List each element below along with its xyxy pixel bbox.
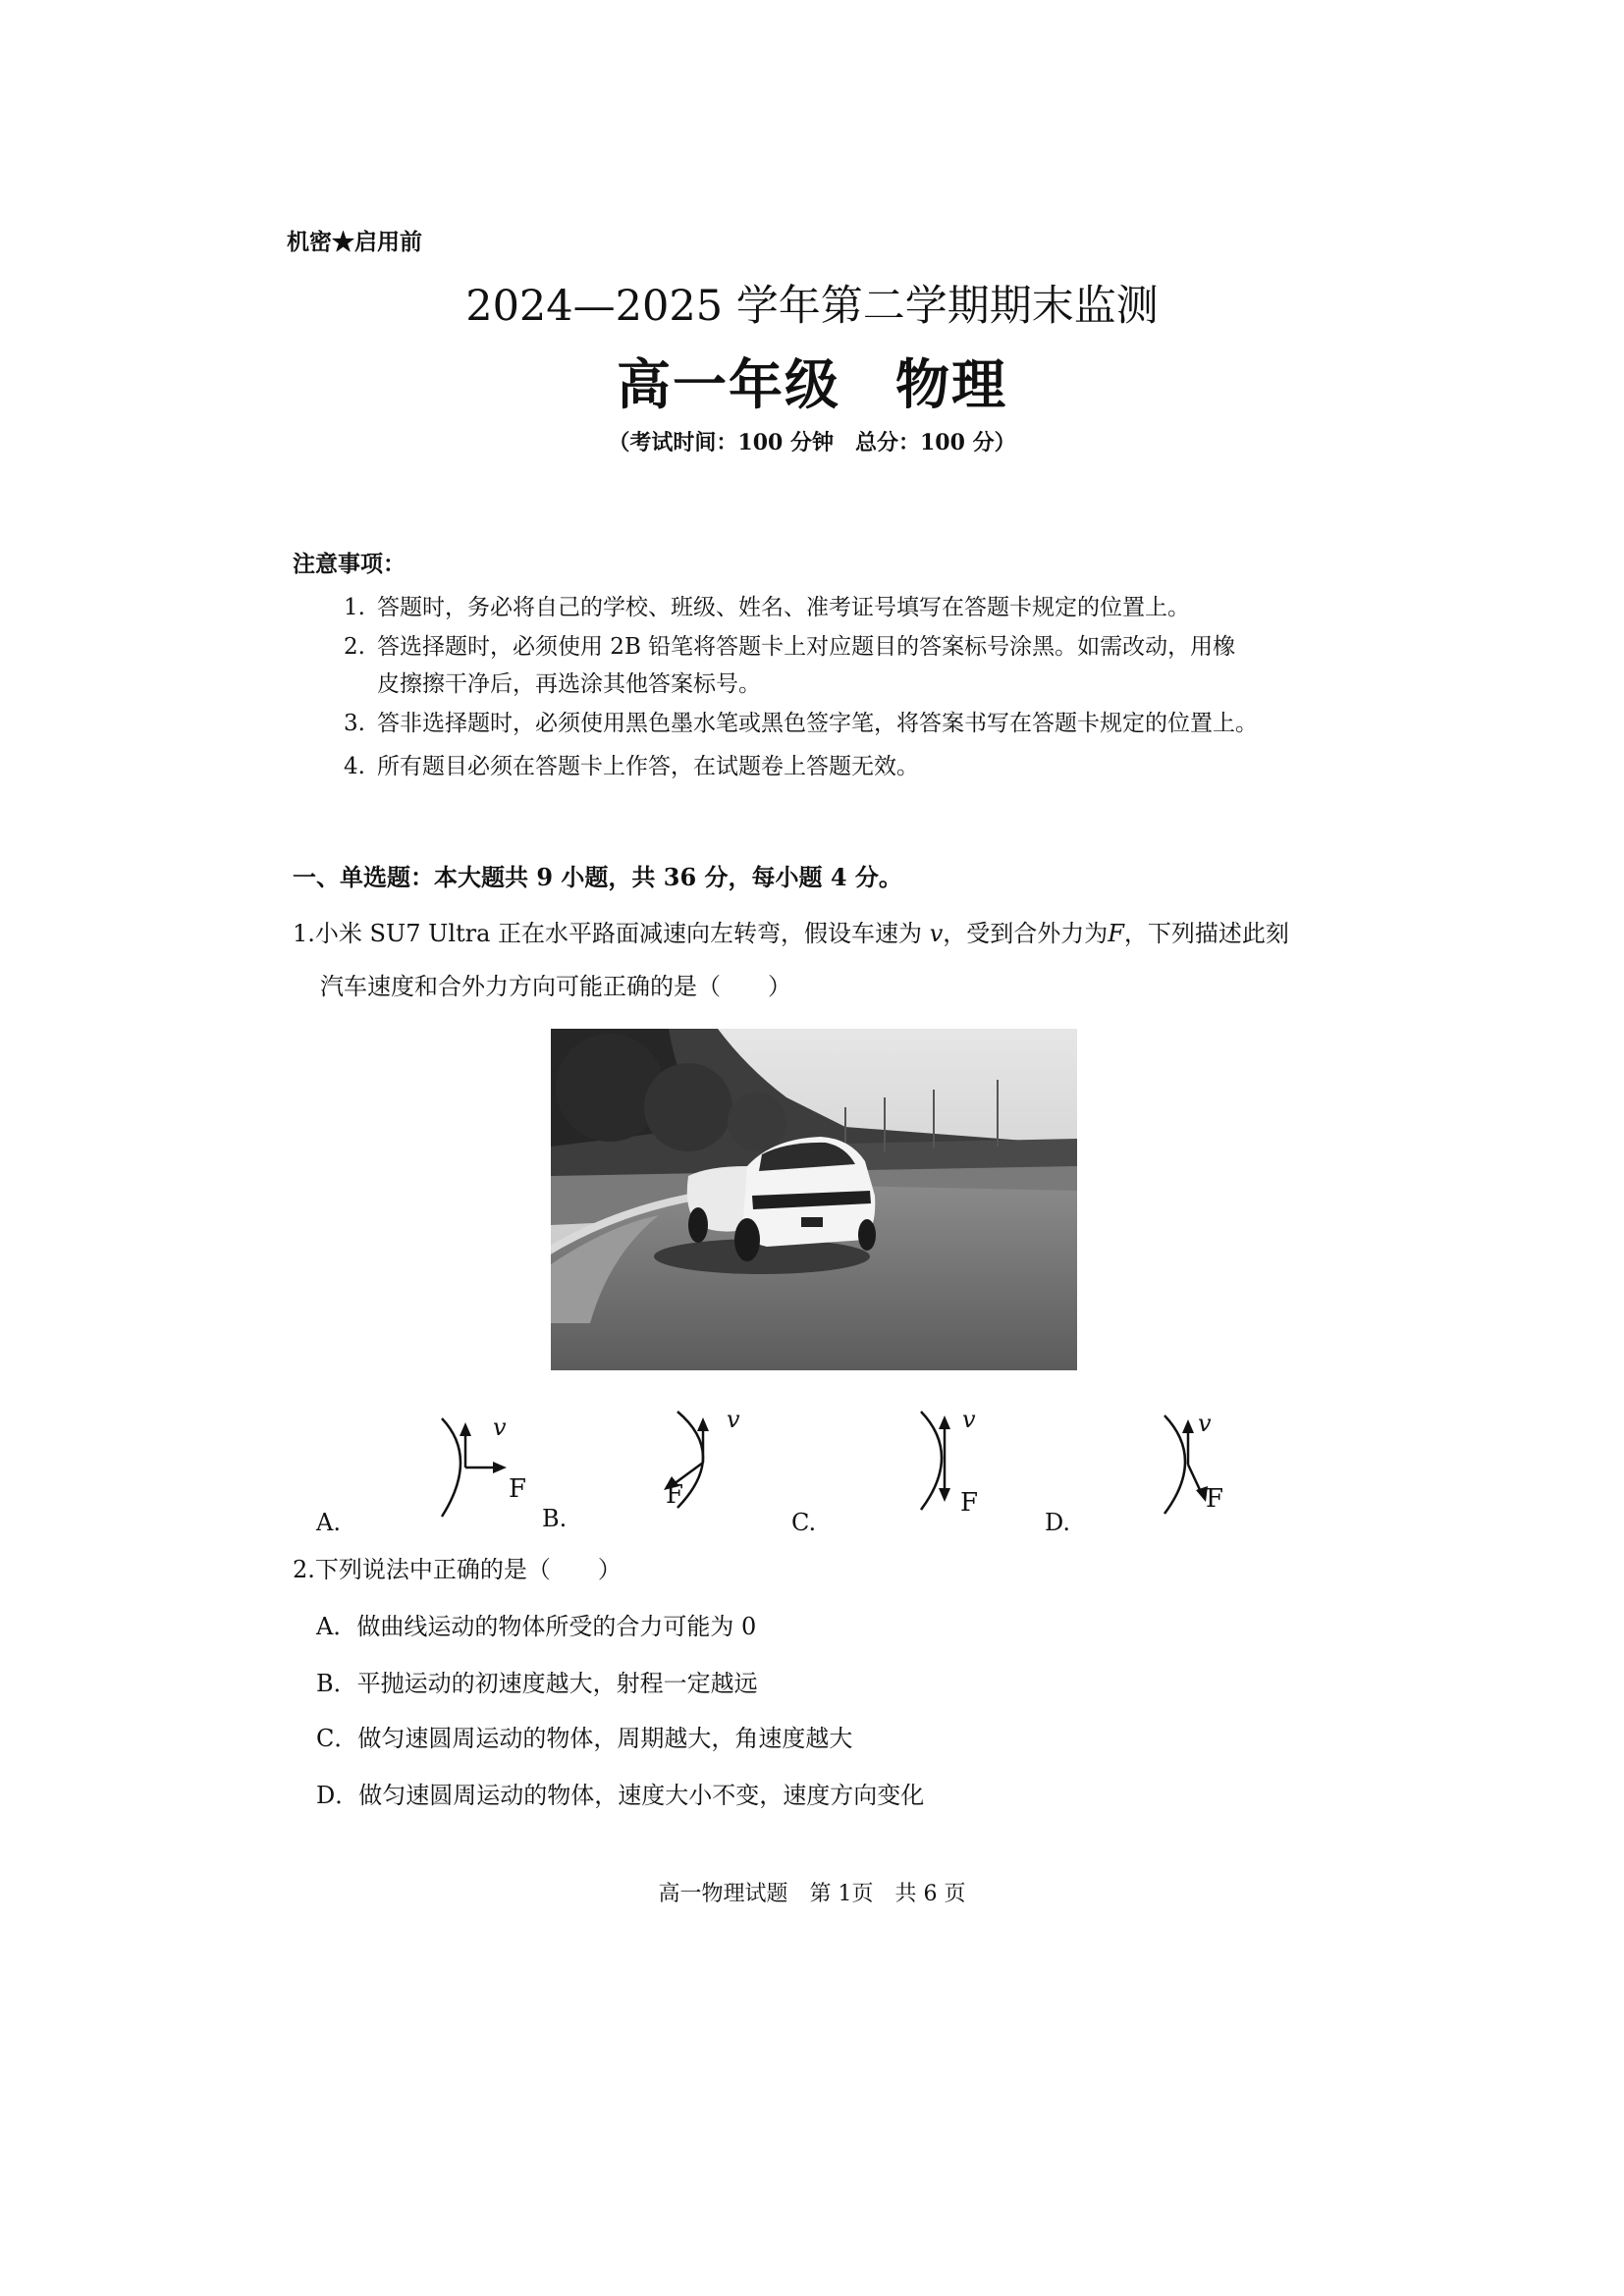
option-d-f-label: F: [1206, 1484, 1224, 1514]
question-2-option-d: D．做匀速圆周运动的物体，速度大小不变，速度方向变化: [316, 1782, 925, 1809]
q1-text-b: ，受到合外力为: [943, 920, 1109, 947]
note-text: 答非选择题时，必须使用黑色墨水笔或黑色签字笔，将答案书写在答题卡规定的位置上。: [377, 711, 1258, 736]
page-footer: 高一物理试题 第 1页 共 6 页: [658, 1882, 966, 1906]
car-photo-illustration: [551, 1029, 1077, 1370]
note-number: 2.: [344, 634, 365, 660]
note-text-continuation: 皮擦擦干净后，再选涂其他答案标号。: [377, 671, 761, 697]
note-item: [344, 628, 1235, 666]
question-2-option-a: A．做曲线运动的物体所受的合力可能为 0: [316, 1613, 757, 1640]
question-1-stem-line1: [293, 915, 1289, 952]
option-c-v-label: v: [962, 1406, 976, 1433]
section-title: 一、单选题：本大题共 9 小题，共 36 分，每小题 4 分。: [293, 863, 902, 891]
note-number: 3.: [344, 711, 365, 736]
option-c-diagram: [903, 1406, 1011, 1523]
note-item: [344, 589, 1190, 626]
note-number: 1.: [344, 595, 365, 620]
option-d-v-label: v: [1198, 1410, 1212, 1437]
car-turning-photo: [551, 1029, 1077, 1370]
note-number: 4.: [344, 754, 365, 779]
note-text: 答题时，务必将自己的学校、班级、姓名、准考证号填写在答题卡规定的位置上。: [377, 595, 1190, 620]
option-d-label: D.: [1045, 1509, 1071, 1536]
option-a-label: A.: [316, 1509, 341, 1536]
exam-subtitle: [0, 342, 1624, 419]
question-2-option-c: C．做匀速圆周运动的物体，周期越大，角速度越大: [316, 1725, 853, 1752]
note-text: 答选择题时，必须使用 2B 铅笔将答题卡上对应题目的答案标号涂黑。如需改动，用橡: [377, 634, 1236, 660]
note-text: 所有题目必须在答题卡上作答，在试题卷上答题无效。: [377, 754, 919, 779]
option-c-label: C.: [791, 1509, 817, 1536]
exam-title: 2024—2025 学年第二学期期末监测: [465, 282, 1159, 331]
option-b-v-label: v: [727, 1406, 740, 1433]
option-b-label: B.: [542, 1505, 568, 1532]
q1-text-c: ，下列描述此刻: [1123, 920, 1289, 947]
q1-symbol-f: F: [1108, 920, 1124, 947]
option-b-f-label: F: [666, 1480, 684, 1510]
option-a-diagram: [422, 1409, 560, 1526]
grade-label: 高一年级: [616, 352, 840, 416]
subject-label: 物理: [895, 352, 1008, 416]
question-2-option-b: B．平抛运动的初速度越大，射程一定越远: [316, 1670, 758, 1697]
confidential-label: 机密★启用前: [287, 229, 422, 255]
exam-info: （考试时间：100 分钟 总分：100 分）: [608, 430, 1016, 455]
option-c-f-label: F: [960, 1488, 979, 1518]
note-item: [344, 705, 1258, 742]
q1-symbol-v: v: [929, 920, 944, 947]
note-item: [344, 748, 919, 785]
question-1-stem-line2: 汽车速度和合外力方向可能正确的是（ ）: [320, 973, 791, 1000]
notes-title: 注意事项：: [293, 551, 406, 577]
question-2-stem: 2.下列说法中正确的是（ ）: [293, 1556, 622, 1583]
option-a-f-label: F: [509, 1474, 527, 1504]
option-a-v-label: v: [493, 1414, 507, 1441]
q1-text-a: 1.小米 SU7 Ultra 正在水平路面减速向左转弯，假设车速为: [293, 920, 930, 947]
